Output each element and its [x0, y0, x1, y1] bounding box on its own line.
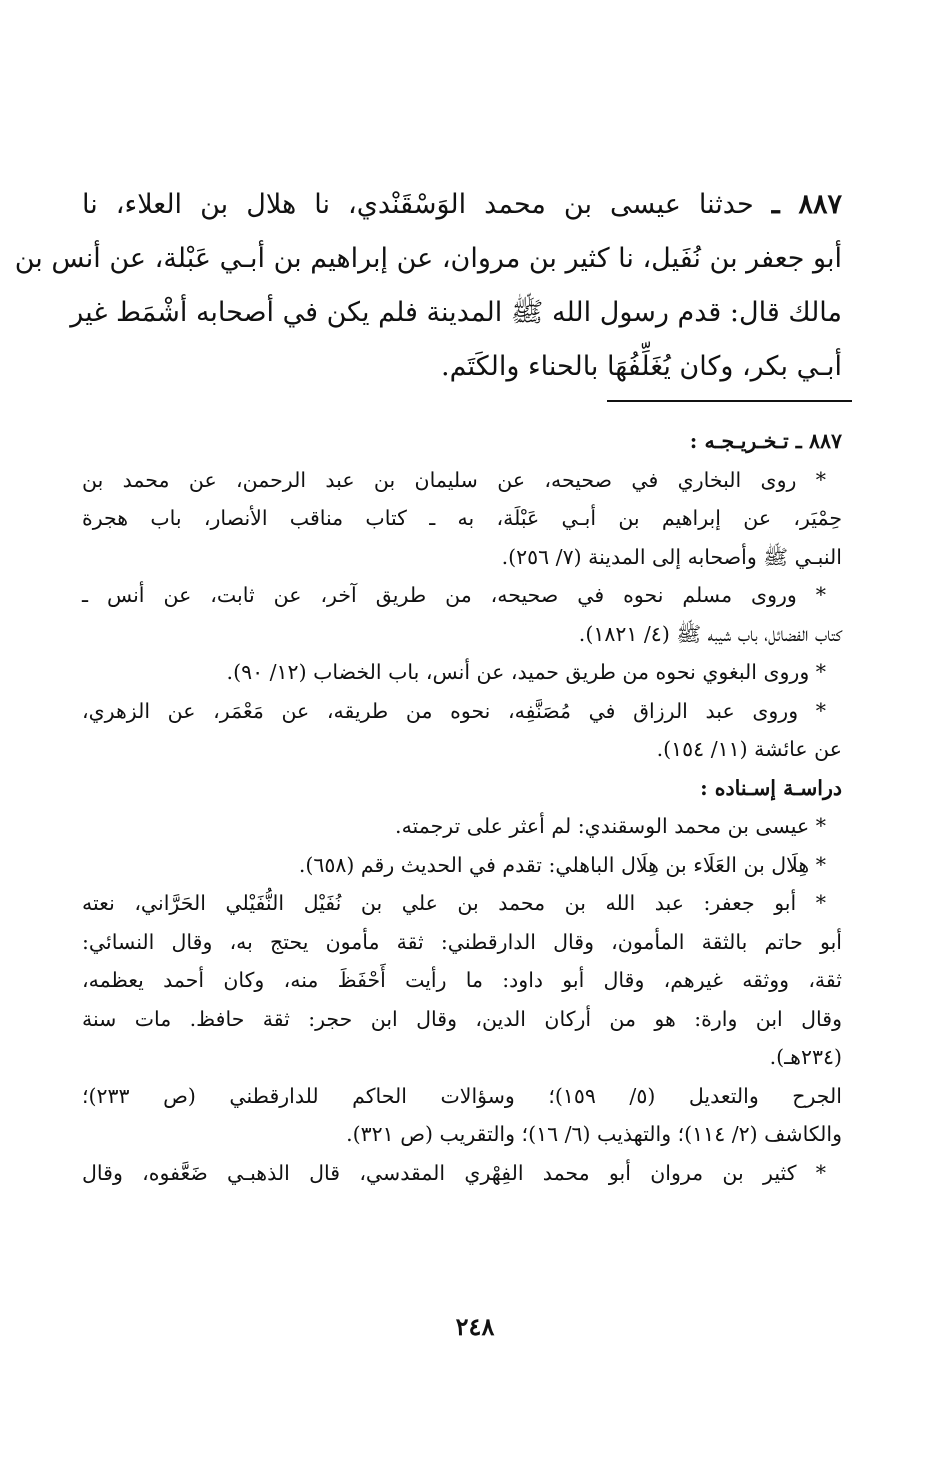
footnote-line: * هِلَال بن العَلَاء بن هِلَال الباهلي: تقدم في الحديث رقم (٦٥٨). [298, 852, 826, 877]
hadith-number: ٨٨٧ ـ [771, 189, 842, 220]
footnote-line: والكاشف (٢/ ١١٤)؛ والتهذيب (٦/ ١٦)؛ والتقريب (ص ٣٢١). [346, 1122, 842, 1146]
hadith-line-1 [82, 178, 842, 232]
footnote-line: دراسـة إسـناده : [700, 775, 842, 800]
footnote-line: عن عائشة (١١/ ١٥٤). [656, 737, 842, 761]
footnote-line: * روى البخاري في صحيحه، عن سليمان بن عبد الرحمن، عن محمد بن [82, 467, 826, 492]
footnote-line: النبـي ﷺ وأصحابه إلى المدينة (٧/ ٢٥٦). [501, 544, 842, 569]
hadith-line-4: أبـي بكر، وكان يُغَلِّفُهَا بالحناء والكَتَم. [441, 351, 842, 382]
footnote-line: * عيسى بن محمد الوسقندي: لم أعثر على ترجمته. [395, 814, 826, 838]
hadith-line-2: أبو جعفر بن نُفَيل، نا كثير بن مروان، عن إبراهيم بن أبـي عَبْلة، عن أنس بن [14, 243, 842, 274]
footnotes [82, 422, 842, 1192]
page-number: ٢٤٨ [455, 1312, 495, 1341]
hadith-line-1-text: حدثنا عيسى بن محمد الوَسْقَنْدي، نا هلال بن العلاء، نا [82, 189, 754, 220]
footnote-line: (٢٣٤هـ). [769, 1045, 842, 1069]
footnote-line: * أبو جعفر: عبد الله بن محمد بن علي بن نُفَيْل النُّفَيْلي الحَرَّاني، نعته [82, 891, 826, 915]
footnote-line: * وروى البغوي نحوه من طريق حميد، عن أنس، باب الخضاب (١٢/ ٩٠). [226, 660, 826, 684]
footnote-divider [607, 400, 852, 402]
hadith-text [14, 178, 842, 394]
hadith-line-3: مالك قال: قدم رسول الله ﷺ المدينة فلم يكن في أصحابه أشْمَط غير [70, 297, 842, 328]
footnote-line: * وروى مسلم نحوه في صحيحه، من طريق آخر، عن ثابت، عن أنس ـ [82, 583, 826, 607]
footnote-line: * كثير بن مروان أبو محمد الفِهْري المقدسي، قال الذهبـي ضَعَّفوه، وقال [82, 1160, 826, 1185]
footnote-line: كتاب الفضائل، باب شيبه ﷺ (٤/ ١٨٢١). [578, 621, 842, 646]
footnote-line: وقال ابن وارة: هو من أركان الدين، وقال ابن حجر: ثقة حافظ. مات سنة [82, 1006, 842, 1031]
takhrij-heading: ٨٨٧ ـ تـخـريـجـه : [689, 429, 842, 453]
footnote-line: * وروى عبد الرزاق في مُصَنَّفِه، نحوه من طريقه، عن مَعْمَر، عن الزهري، [82, 698, 826, 723]
footnote-line: أبو حاتم بالثقة المأمون، وقال الدارقطني: ثقة مأمون يحتج به، وقال النسائي: [82, 929, 842, 954]
footnote-line: الجرح والتعديل (٥/ ١٥٩)؛ وسؤالات الحاكم للدارقطني (ص ٢٣٣)؛ [82, 1083, 842, 1108]
footnote-line: ثقة، ووثقه غيرهم، وقال أبو داود: ما رأيت أَحْفَظَ منه، وكان أحمد يعظمه، [82, 968, 842, 992]
footnote-line: حِمْيَر، عن إبراهيم بن أبـي عَبْلَة، به ـ كتاب مناقب الأنصار، باب هجرة [82, 506, 842, 530]
